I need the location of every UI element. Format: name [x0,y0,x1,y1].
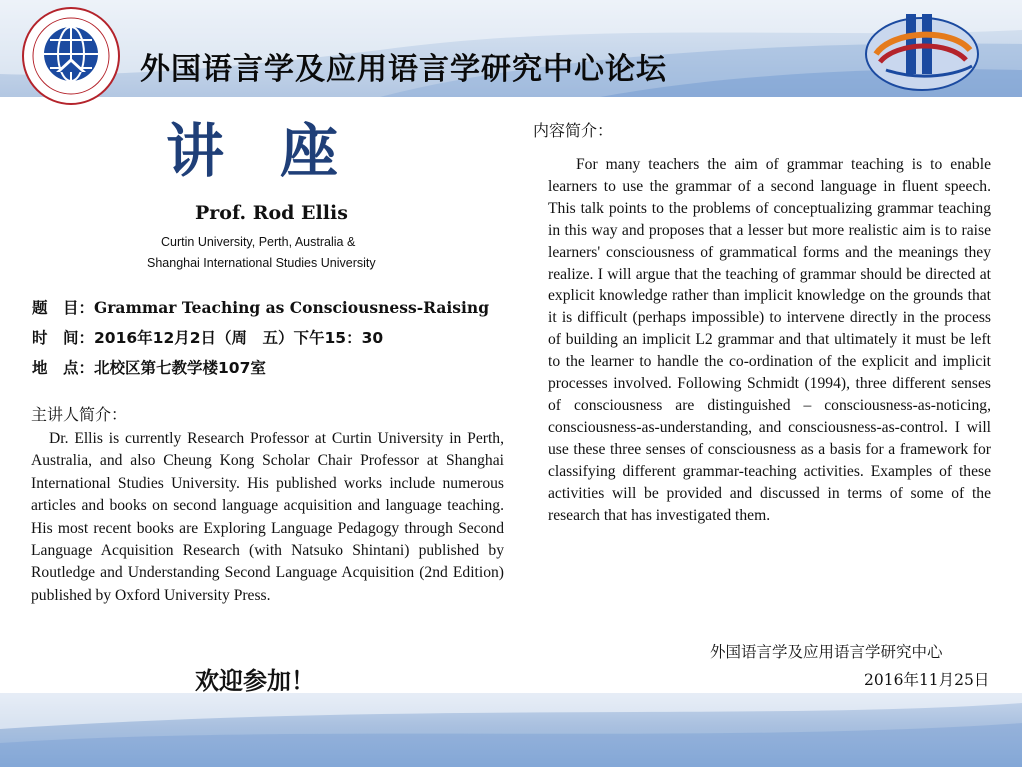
research-center-emblem-icon [866,14,978,90]
research-center-logo [862,10,986,96]
topic-label: 题 目： [32,299,95,317]
globe-university-emblem-icon [23,8,119,104]
bio-text: Dr. Ellis is currently Research Professor at Curtin University in Perth, Australia, and also Cheung Kong Scholar Chair Professor at Shanghai International Studies University. His published works include numerous articles and books on second language acquisition and language teaching. His most recent books are Exploring Language Pedagogy through Second Language Acquisition Research (with Natsuko Shintani) published by Routledge and Understanding Second Language Acquisition (2nd Edition) published by Oxford University Press. [31,430,504,604]
time-label: 时 间： [32,329,95,347]
time-value: 2016年12月2日（周 五）下午15：30 [94,329,384,347]
university-logo [20,6,122,106]
place-value: 北校区第七教学楼107室 [94,359,266,377]
topic-line [32,296,489,318]
time-line [32,326,383,348]
welcome-message: 欢迎参加！ [195,667,315,695]
announcement-date: 2016年11月25日 [864,671,990,689]
topic-value: Grammar Teaching as Consciousness-Raising [94,298,490,317]
footer-swoosh [0,693,1022,767]
affiliation-line-1: Curtin University, Perth, Australia & [161,235,356,249]
speaker-name: Prof. Rod Ellis [195,202,348,224]
bio-heading: 主讲人简介： [31,405,128,424]
abstract-heading: 内容简介： [533,121,614,140]
lecture-heading: 讲座 [166,117,395,185]
organizer: 外国语言学及应用语言学研究中心 [710,643,943,661]
forum-title: 外国语言学及应用语言学研究中心论坛 [140,52,667,87]
place-line [32,356,266,378]
place-label: 地 点： [32,359,95,377]
affiliation-line-2: Shanghai International Studies University [147,256,376,270]
abstract-text: For many teachers the aim of grammar teaching is to enable learners to use the grammar of a second language in fluent speech. This talk points to the problems of conceptualizing grammar teaching in this way and proposes that a lesser but more realistic aim is to raise learners' consciousness of grammatical forms and the meanings they realize. I will argue that the teaching of grammar should be directed at explicit knowledge rather than implicit knowledge on the grounds that it is difficult (perhaps impossible) to intervene directly in the process of building an implicit L2 grammar and that ultimately it must be left to the learner to handle the co-ordination of the explicit and implicit processes involved. Following Schmidt (1994), three different senses of consciousness are distinguished – consciousness-as-noticing, consciousness-as-understanding, and consciousness-as-control. I will use these three senses of consciousness as a basis for a framework for classifying different grammar-teaching activities. Examples of these activities will be provided and discussed in terms of some of the research that has investigated them. [548,156,991,524]
